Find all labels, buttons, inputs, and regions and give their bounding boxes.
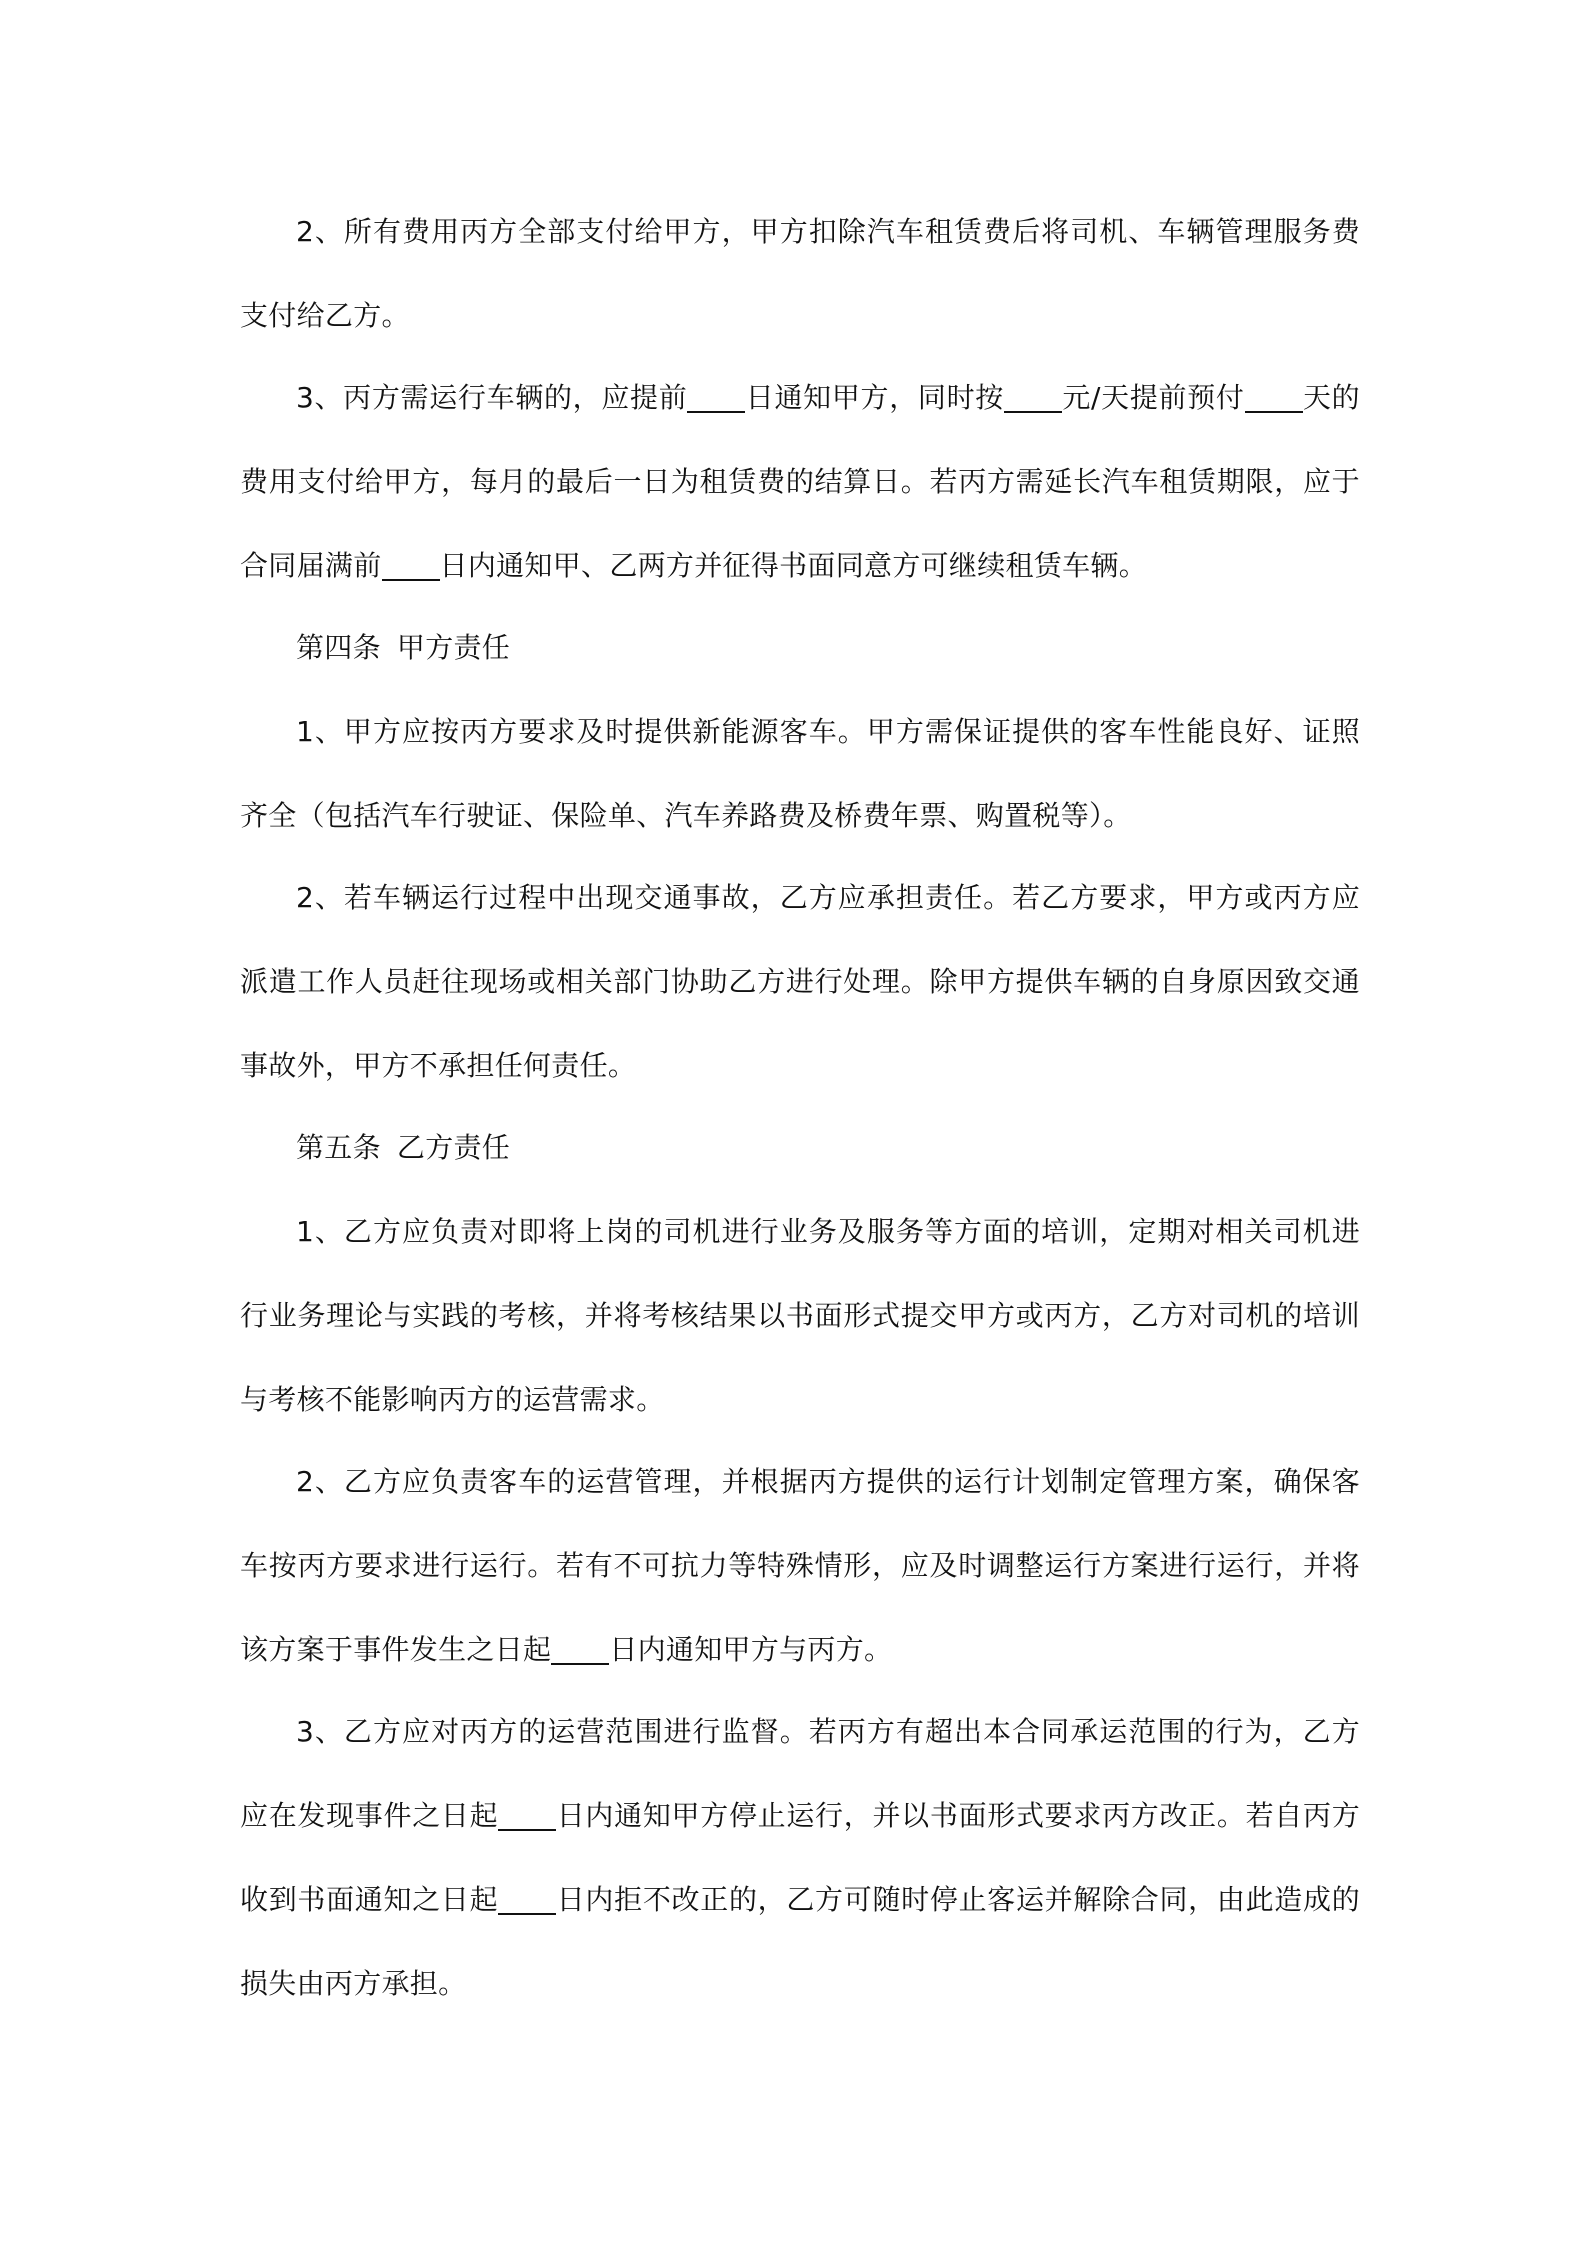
article-number: 第五条: [296, 1131, 381, 1164]
blank-line: [687, 383, 745, 413]
paragraph-text: 2、若车辆运行过程中出现交通事故，乙方应承担责任。若乙方要求，甲方或丙方应派遣工作人员赶往现场或相关部门协助乙方进行处理。除甲方提供车辆的自身原因致交通事故外，甲方不承担任何责任。: [240, 881, 1360, 1082]
section-heading-article-5: [296, 1106, 510, 1190]
paragraph-accident: [240, 856, 1360, 1108]
article-number: 第四条: [296, 631, 381, 664]
paragraph-text: 日内通知甲方停止运行，并以书面形式要求丙方改正。若自丙方收到书面通知之日起: [240, 1799, 1360, 1916]
paragraph-text: 2、所有费用丙方全部支付给甲方，甲方扣除汽车租赁费后将司机、车辆管理服务费支付给乙方。: [240, 215, 1360, 332]
paragraph-text: 1、乙方应负责对即将上岗的司机进行业务及服务等方面的培训，定期对相关司机进行业务理论与实践的考核，并将考核结果以书面形式提交甲方或丙方，乙方对司机的培训与考核不能影响丙方的运营需求。: [240, 1215, 1360, 1416]
paragraph-text: 1、甲方应按丙方要求及时提供新能源客车。甲方需保证提供的客车性能良好、证照齐全（包括汽车行驶证、保险单、汽车养路费及桥费年票、购置税等）。: [240, 715, 1360, 832]
paragraph-fee-payment: [240, 190, 1360, 358]
paragraph-text: 日通知甲方，同时按: [745, 381, 1004, 414]
blank-line: [498, 1885, 556, 1915]
article-title: 乙方责任: [396, 1131, 511, 1164]
paragraph-operation-management: [240, 1440, 1360, 1692]
paragraph-vehicle-supply: [240, 690, 1360, 858]
paragraph-supervision: [240, 1690, 1360, 2026]
paragraph-text: 3、乙方应对丙方的运营范围进行监督。若丙方有超出本合同承运范围的行为，乙方应在发现事件之日起: [240, 1715, 1360, 1832]
paragraph-text: 日内拒不改正的，乙方可随时停止客运并解除合同，由此造成的损失由丙方承担。: [240, 1883, 1360, 2000]
blank-line: [1245, 383, 1303, 413]
paragraph-text: 日内通知甲方与丙方。: [609, 1633, 893, 1666]
blank-line: [382, 551, 440, 581]
paragraph-text: 2、乙方应负责客车的运营管理，并根据丙方提供的运行计划制定管理方案，确保客车按丙方要求进行运行。若有不可抗力等特殊情形，应及时调整运行方案进行运行，并将该方案于事件发生之日起: [240, 1465, 1360, 1666]
paragraph-text: 元/天提前预付: [1061, 381, 1245, 414]
paragraph-driver-training: [240, 1190, 1360, 1442]
paragraph-text: 日内通知甲、乙两方并征得书面同意方可继续租赁车辆。: [439, 549, 1148, 582]
paragraph-advance-notice: [240, 356, 1360, 608]
paragraph-text: 3、丙方需运行车辆的，应提前: [296, 381, 688, 414]
article-title: 甲方责任: [396, 631, 511, 664]
blank-line: [498, 1801, 556, 1831]
blank-line: [1004, 383, 1062, 413]
paragraph-text: 天的费用支付给甲方，每月的最后一日为租赁费的结算日。若丙方需延长汽车租赁期限，应于合同届满前: [240, 381, 1360, 582]
blank-line: [551, 1635, 609, 1665]
section-heading-article-4: [296, 606, 510, 690]
